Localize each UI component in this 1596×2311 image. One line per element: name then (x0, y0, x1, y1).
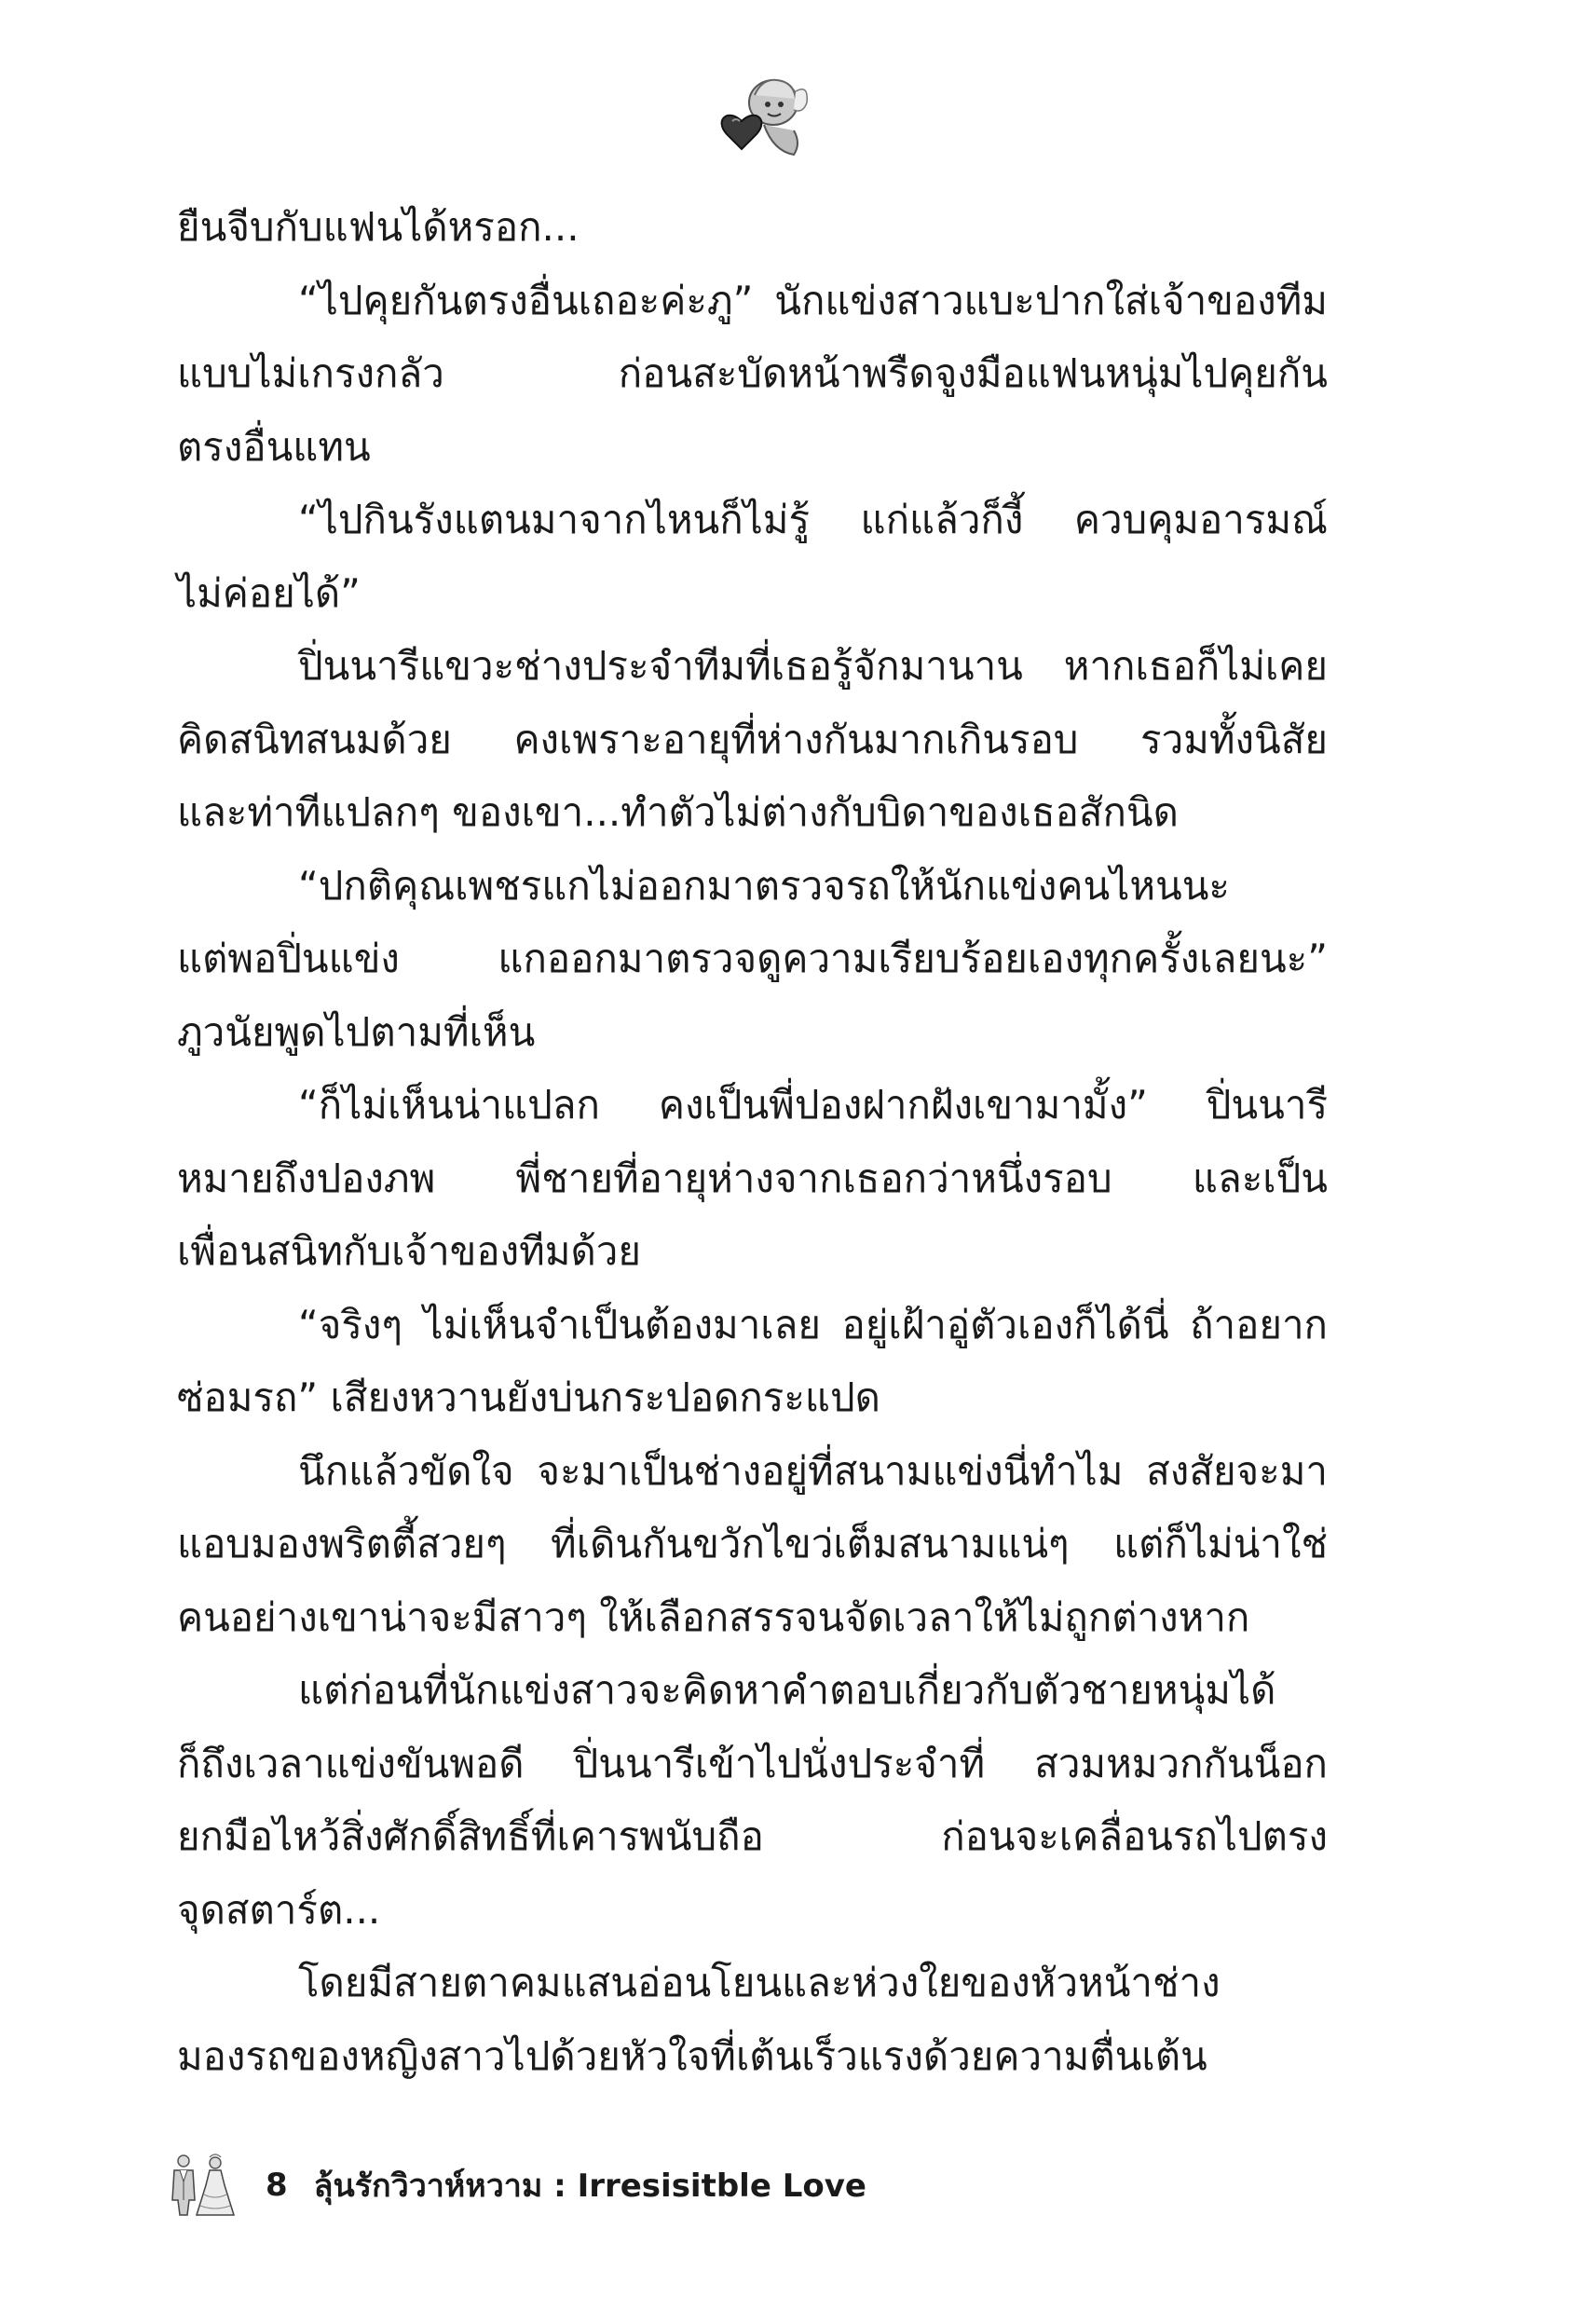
text-line: แต่พอปิ่นแข่ง แกออกมาตรวจดูความเรียบร้อยเองทุกครั้งเลยนะ” (177, 936, 1328, 981)
text-line: และท่าทีแปลกๆ ของเขา...ทำตัวไม่ต่างกับบิดาของเธอสักนิด (177, 789, 1179, 835)
text-line: “ก็ไม่เห็นน่าแปลก คงเป็นพี่ปองฝากฝังเขามามั้ง” ปิ่นนารี (298, 1082, 1328, 1128)
cupid-heart-icon (708, 65, 811, 168)
page-number: 8 (266, 2167, 288, 2204)
text-line: ซ่อมรถ” เสียงหวานยังบ่นกระปอดกระแปด (177, 1374, 880, 1420)
text-line: เพื่อนสนิทกับเจ้าของทีมด้วย (177, 1228, 641, 1274)
text-line: ก็ถึงเวลาแข่งขันพอดี ปิ่นนารีเข้าไปนั่งประจำที่ สวมหมวกกันน็อก (177, 1740, 1328, 1786)
text-line: แต่ก่อนที่นักแข่งสาวจะคิดหาคำตอบเกี่ยวกับตัวชายหนุ่มได้ (298, 1667, 1276, 1713)
text-line: ยืนจีบกับแฟนได้หรอก... (177, 204, 580, 250)
text-line: จุดสตาร์ต... (177, 1886, 381, 1933)
text-line: ยกมือไหว้สิ่งศักดิ์สิทธิ์ที่เคารพนับถือ ก่อนจะเคลื่อนรถไปตรง (177, 1813, 1328, 1859)
text-line: “จริงๆ ไม่เห็นจำเป็นต้องมาเลย อยู่เฝ้าอู่ตัวเองก็ได้นี่ ถ้าอยาก (298, 1301, 1328, 1347)
text-line: นึกแล้วขัดใจ จะมาเป็นช่างอยู่ที่สนามแข่งนี่ทำไม สงสัยจะมา (298, 1447, 1328, 1494)
text-line: ภูวนัยพูดไปตามที่เห็น (177, 1008, 536, 1055)
text-line: ตรงอื่นแทน (177, 423, 371, 470)
text-line: ไม่ค่อยได้” (177, 569, 361, 616)
text-line: แบบไม่เกรงกลัว ก่อนสะบัดหน้าพรืดจูงมือแฟนหนุ่มไปคุยกัน (177, 350, 1328, 396)
page-footer (163, 2153, 866, 2218)
text-line: “ปกติคุณเพชรแกไม่ออกมาตรวจรถให้นักแข่งคนไหนนะ (298, 862, 1230, 909)
text-line: คิดสนิทสนมด้วย คงเพราะอายุที่ห่างกันมากเกินรอบ รวมทั้งนิสัย (177, 716, 1328, 762)
text-line: “ไปคุยกันตรงอื่นเถอะค่ะภู” นักแข่งสาวแบะปากใส่เจ้าของทีม (298, 277, 1328, 323)
text-line: ปิ่นนารีแขวะช่างประจำทีมที่เธอรู้จักมานาน หากเธอก็ไม่เคย (298, 643, 1328, 689)
wedding-couple-icon (163, 2154, 238, 2217)
text-line: “ไปกินรังแตนมาจากไหนก็ไม่รู้ แก่แล้วก็งี้ ควบคุมอารมณ์ (298, 497, 1328, 542)
text-line: หมายถึงปองภพ พี่ชายที่อายุห่างจากเธอกว่าหนึ่งรอบ และเป็น (177, 1155, 1328, 1201)
body-text (177, 191, 1328, 2093)
book-title: ลุ้นรักวิวาห์หวาม : Irresisitble Love (313, 2167, 866, 2205)
text-line: มองรถของหญิงสาวไปด้วยหัวใจที่เต้นเร็วแรงด้วยความตื่นเต้น (177, 2032, 1207, 2079)
text-line: โดยมีสายตาคมแสนอ่อนโยนและห่วงใยของหัวหน้าช่าง (298, 1960, 1221, 2005)
text-line: คนอย่างเขาน่าจะมีสาวๆ ให้เลือกสรรจนจัดเวลาให้ไม่ถูกต่างหาก (177, 1593, 1250, 1640)
text-line: แอบมองพริตตี้สวยๆ ที่เดินกันขวักไขว่เต็มสนามแน่ๆ แต่ก็ไม่น่าใช่ (177, 1521, 1328, 1566)
